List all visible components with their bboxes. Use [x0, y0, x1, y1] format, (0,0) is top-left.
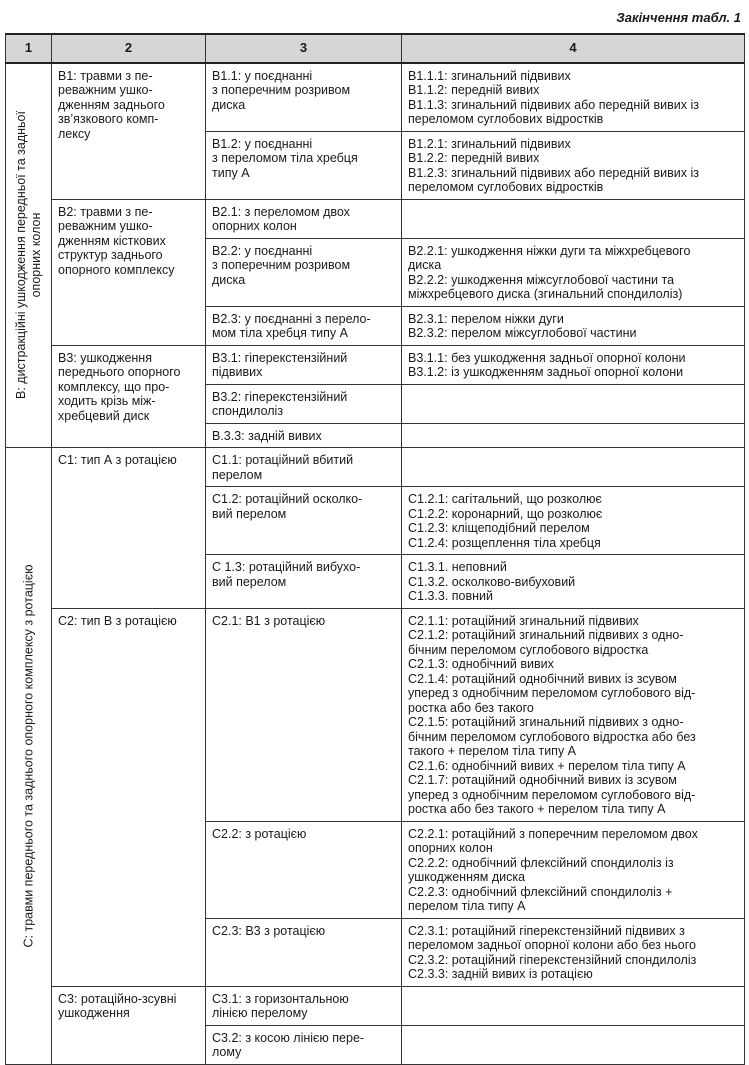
c2-1-detail: C2.1.1: ротаційний згинальний підвивих C2.1.2: ротаційний згинальний підвивих з одно- бічним переломом суглобового відростка C2.1.3: однобічний вивих C2.1.4: ротаційний однобічний вивих із зсувом уперед з однобічним переломом суглобового від- ростка або без такого C2.1.5: ротаційний згинальний підвивих з одно- бічним переломом суглобового відростка або без такого + перелом тіла типу А C2.1.6: однобічний вивих + перелом тіла типу А C2.1.7: ротаційний однобічний вивих із зсувом уперед з однобічним переломом суглобового від- ростка або без такого + перелом тіла типу А — [402, 608, 745, 821]
c2-2-detail: C2.2.1: ротаційний з поперечним переломом двох опорних колон C2.2.2: однобічний флексійний спондилоліз із ушкодженням диска C2.2.3: однобічний флексійний спондилоліз + перелом тіла типу А — [402, 821, 745, 918]
b2-2-sub: B2.2: у поєднанні з поперечним розривом диска — [206, 238, 402, 306]
c3-1-sub: C3.1: з горизонтальною лінією перелому — [206, 986, 402, 1025]
header-col-1: 1 — [6, 34, 52, 63]
group-c-cell — [6, 448, 52, 1065]
c1-1-detail — [402, 448, 745, 487]
b1-2-sub: B1.2: у поєднанні з переломом тіла хребця типу А — [206, 131, 402, 199]
c1-3-sub: C 1.3: ротаційний вибухо- вий перелом — [206, 555, 402, 609]
table-row — [6, 199, 745, 238]
b3-2-sub: B3.2: гіперекстензійний спондилоліз — [206, 384, 402, 423]
b1-label: B1: травми з пе- реважним ушко- дженням заднього зв’язкового комп- лексу — [52, 63, 206, 200]
table-row — [6, 448, 745, 487]
c1-label: C1: тип А з ротацією — [52, 448, 206, 609]
b3-label: B3: ушкодження переднього опорного комплексу, що про- ходить крізь між- хребцевий диск — [52, 345, 206, 448]
c1-1-sub: C1.1: ротаційний вбитий перелом — [206, 448, 402, 487]
table-row — [6, 63, 745, 132]
header-col-4: 4 — [402, 34, 745, 63]
group-b-label: B: дистракційні ушкодження передньої та задньої опорних колон — [13, 111, 43, 400]
group-c-label: C: травми переднього та заднього опорного комплексу з ротацією — [21, 564, 35, 948]
header-col-2: 2 — [52, 34, 206, 63]
b2-3-detail: B2.3.1: перелом ніжки дуги B2.3.2: перелом міжсуглобової частини — [402, 306, 745, 345]
table-row — [6, 986, 745, 1025]
b3-2-detail — [402, 384, 745, 423]
header-col-3: 3 — [206, 34, 402, 63]
b3-1-detail: B3.1.1: без ушкодження задньої опорної колони B3.1.2: із ушкодженням задньої опорної колони — [402, 345, 745, 384]
b1-1-detail: B1.1.1: згинальний підвивих B1.1.2: передній вивих B1.1.3: згинальний підвивих або передній вивих із переломом суглобових відростків — [402, 63, 745, 132]
c2-3-sub: C2.3: B3 з ротацією — [206, 918, 402, 986]
c3-label: C3: ротаційно-зсувні ушкодження — [52, 986, 206, 1064]
c2-1-sub: C2.1: B1 з ротацією — [206, 608, 402, 821]
c2-3-detail: C2.3.1: ротаційний гіперекстензійний підвивих з переломом задньої опорної колони або без нього C2.3.2: ротаційний гіперекстензійний спондилоліз C2.3.3: задній вивих із ротацією — [402, 918, 745, 986]
b3-1-sub: B3.1: гіперекстензійний підвивих — [206, 345, 402, 384]
group-b-cell — [6, 63, 52, 448]
b2-1-detail — [402, 199, 745, 238]
c1-2-sub: C1.2: ротаційний осколко- вий перелом — [206, 487, 402, 555]
c1-3-detail: C1.3.1. неповний C1.3.2. осколково-вибуховий C1.3.3. повний — [402, 555, 745, 609]
b3-3-sub: B.3.3: задній вивих — [206, 423, 402, 448]
b2-label: B2: травми з пе- реважним ушко- дженням кісткових структур заднього опорного комплексу — [52, 199, 206, 345]
c2-label: C2: тип B з ротацією — [52, 608, 206, 986]
b2-3-sub: B2.3: у поєднанні з перело- мом тіла хребця типу А — [206, 306, 402, 345]
table-row — [6, 345, 745, 384]
b1-1-sub: B1.1: у поєднанні з поперечним розривом диска — [206, 63, 402, 132]
c3-1-detail — [402, 986, 745, 1025]
b2-1-sub: B2.1: з переломом двох опорних колон — [206, 199, 402, 238]
c3-2-sub: C3.2: з косою лінією пере- лому — [206, 1025, 402, 1064]
b3-3-detail — [402, 423, 745, 448]
b2-2-detail: B2.2.1: ушкодження ніжки дуги та міжхребцевого диска B2.2.2: ушкодження міжсуглобової частини та міжхребцевого диска (згинальний спондилоліз) — [402, 238, 745, 306]
table-caption: Закінчення табл. 1 — [616, 10, 741, 25]
c2-2-sub: C2.2: з ротацією — [206, 821, 402, 918]
header-row — [6, 34, 745, 63]
b1-2-detail: B1.2.1: згинальний підвивих B1.2.2: передній вивих B1.2.3: згинальний підвивих або передній вивих із переломом суглобових відростків — [402, 131, 745, 199]
table-row — [6, 608, 745, 821]
classification-table — [5, 33, 745, 1065]
c1-2-detail: C1.2.1: сагітальний, що розколює C1.2.2: коронарний, що розколює C1.2.3: кліщеподібний перелом C1.2.4: розщеплення тіла хребця — [402, 487, 745, 555]
